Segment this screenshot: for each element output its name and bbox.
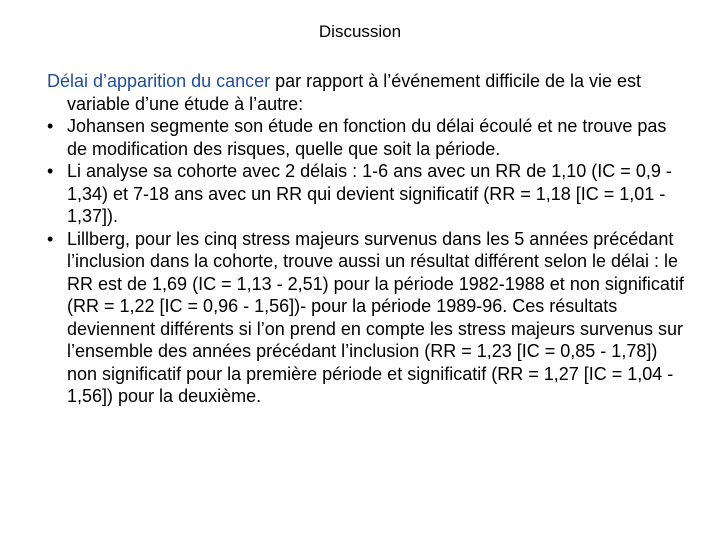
intro-highlight: Délai d’apparition du cancer bbox=[47, 71, 271, 91]
bullet-list bbox=[47, 115, 687, 408]
bullet-icon: • bbox=[47, 228, 54, 249]
bullet-text: Li analyse sa cohorte avec 2 délais : 1-6 ans avec un RR de 1,10 (IC = 0,9 - 1,34) et 7-18 ans avec un RR qui devient significatif (RR = 1,18 [IC = 1,01 - 1,37]). bbox=[67, 161, 672, 226]
intro-paragraph bbox=[47, 70, 687, 115]
bullet-text: Lillberg, pour les cinq stress majeurs survenus dans les 5 années précédant l’inclusion dans la cohorte, trouve aussi un résultat différent selon le délai : le RR est de 1,69 (IC = 1,13 - 2,51) pour la période 1982-1988 et non significatif (RR = 1,22 [IC = 0,96 - 1,56])- pour la période 1989-96. Ces résultats deviennent différents si l’on prend en compte les stress majeurs survenus sur l’ensemble des années précédant l’inclusion (RR = 1,23 [IC = 0,85 - 1,78]) non significatif pour la première période et significatif (RR = 1,27 [IC = 1,04 - 1,56]) pour la deuxième. bbox=[67, 228, 684, 406]
intro-rest: par rapport à l’événement difficile de la vie est variable d’une étude à l’autre: bbox=[67, 71, 642, 114]
bullet-icon: • bbox=[47, 116, 54, 136]
bullet-icon: • bbox=[47, 161, 54, 181]
slide-content bbox=[47, 70, 687, 408]
bullet-item-lillberg bbox=[47, 228, 687, 408]
bullet-item-li bbox=[47, 160, 687, 228]
bullet-text: Johansen segmente son étude en fonction du délai écoulé et ne trouve pas de modification des risques, quelle que soit la période. bbox=[67, 116, 667, 159]
bullet-item-johansen bbox=[47, 115, 687, 160]
slide-title: Discussion bbox=[318, 22, 402, 41]
